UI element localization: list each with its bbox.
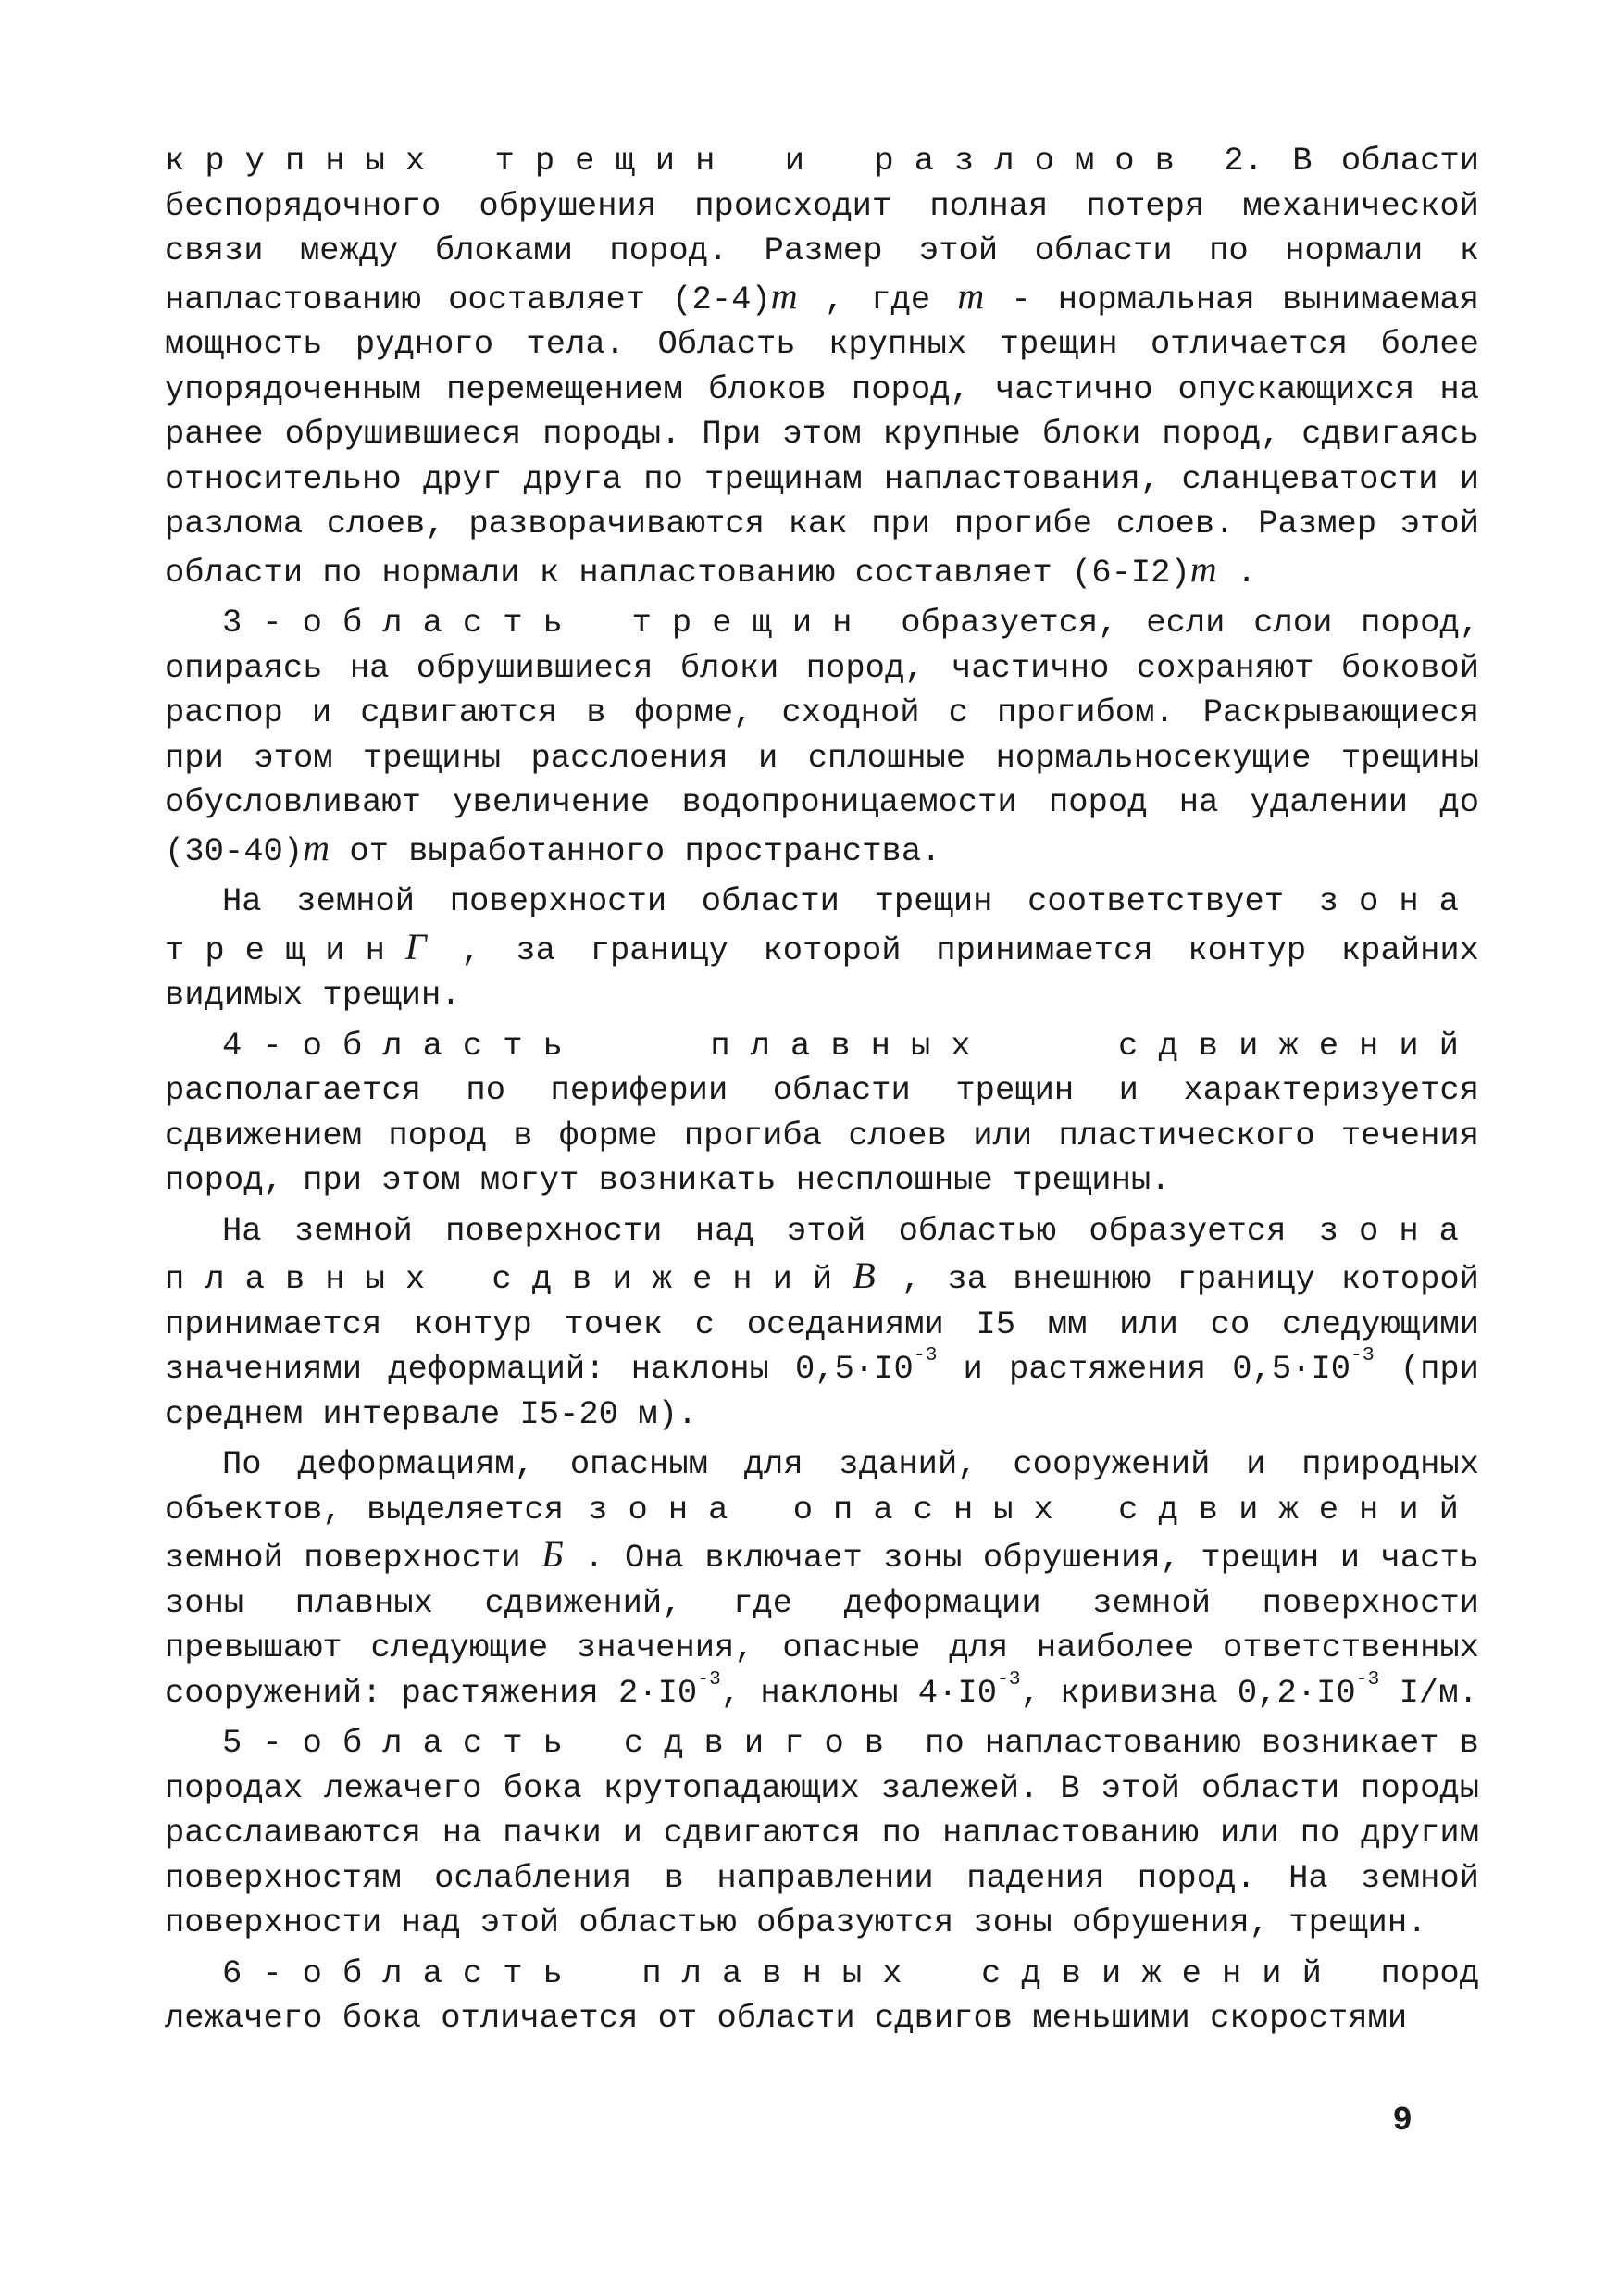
paragraph-text: , кривизна 0,2·I0	[1020, 1673, 1356, 1712]
paragraph-text: 2. В области беспорядочного обрушения происходит полная потеря механической связи между блоками пород. Размер этой области по нормали к напластованию ооставляет (2-4)	[165, 142, 1479, 318]
superscript: -3	[1355, 1667, 1380, 1691]
paragraph-text: земной поверхности	[165, 1539, 542, 1577]
spaced-term: крупных трещин и разломов	[165, 142, 1195, 180]
paragraph-text: - нормальная вынимаемая мощность рудного тела. Область крупных трещин отличается более упорядоченным перемещением блоков пород, частично опускающихся на ранее обрушившиеся породы. При этом крупные блоки пород, сдвигаясь относительно друг друга по трещинам напластования, сланцеватости и разлома слоев, разворачиваются как при прогибе слоев. Размер этой области по нормали к напластованию составляет (6-I2)	[165, 280, 1479, 592]
superscript: -3	[1350, 1343, 1375, 1366]
superscript: -3	[697, 1667, 721, 1691]
variable: Б	[541, 1533, 564, 1575]
variable: m	[770, 274, 798, 317]
variable: m	[957, 274, 985, 317]
paragraph-text: , за внешнюю границу которой принимается контур точек с оседаниями I5 мм или со следующими значениями деформаций: наклоны 0,5·I0	[165, 1260, 1479, 1388]
paragraph-text: , где	[797, 280, 958, 318]
paragraph-text: , за границу которой принимается контур крайних видимых трещин.	[165, 930, 1479, 1014]
paragraph-text: (при среднем интервале I5-20 м).	[165, 1350, 1479, 1433]
paragraph-5	[165, 1209, 1479, 1438]
paragraph-text: пород лежачего бока отличается от области сдвигов меньшими скоростями	[165, 1953, 1479, 2037]
paragraph-text: располагается по периферии области трещин и характеризуется сдвижением пород в форме прогиба слоев или пластического течения пород, при этом могут возникать несплошные трещины.	[165, 1071, 1479, 1199]
paragraph-8	[165, 1952, 1479, 2041]
superscript: -3	[913, 1343, 938, 1366]
spaced-term: 6-область плавных сдвижений	[222, 1953, 1342, 1992]
spaced-term: зона плавных сдвижений	[165, 1211, 1479, 1298]
variable: Г	[404, 925, 427, 967]
paragraph-text: от выработанного пространства.	[330, 831, 941, 870]
spaced-term: зона трещин	[165, 882, 1479, 969]
paragraph-1	[165, 139, 1479, 595]
spaced-term: 3-область трещин	[222, 604, 873, 642]
spaced-term: 4-область плавных сдвижений	[222, 1026, 1479, 1065]
variable: m	[303, 826, 330, 868]
paragraph-6	[165, 1442, 1479, 1716]
paragraph-text: по напластованию возникает в породах лежачего бока крутопадающих залежей. В этой области породы расслаиваются на пачки и сдвигаются по напластованию или по другим поверхностям ослабления в направлении падения пород. На земной поверхности над этой областью образуются зоны обрушения, трещин.	[165, 1724, 1479, 1941]
variable: m	[1189, 547, 1217, 590]
paragraph-text: .	[1216, 553, 1257, 592]
paragraph-text: . Она включает зоны обрушения, трещин и часть зоны плавных сдвижений, где деформации земной поверхности превышают следующие значения, опасные для наиболее ответственных сооружений: растяжения 2·I0	[165, 1539, 1479, 1712]
paragraph-text: На земной поверхности области трещин соответствует	[222, 882, 1319, 920]
variable: В	[853, 1254, 876, 1296]
paragraph-2	[165, 601, 1479, 874]
superscript: -3	[997, 1667, 1021, 1691]
paragraph-text: I/м.	[1379, 1673, 1478, 1712]
spaced-term: зона опасных сдвижений	[588, 1490, 1479, 1529]
paragraph-4	[165, 1024, 1479, 1204]
paragraph-3	[165, 880, 1479, 1018]
body-text	[165, 139, 1479, 2047]
paragraph-text: образуется, если слои пород, опираясь на обрушившиеся блоки пород, частично сохраняют боковой распор и сдвигаются в форме, сходной с прогибом. Раскрывающиеся при этом трещины расслоения и сплошные нормальносекущие трещины обусловливают увеличение водопроницаемости пород на удалении до (30-40)	[165, 604, 1479, 870]
paragraph-text: и растяжения 0,5·I0	[937, 1350, 1351, 1388]
page-number: 9	[1392, 2102, 1413, 2140]
paragraph-text: , наклоны 4·I0	[720, 1673, 998, 1712]
paragraph-text: По деформациям, опасным для зданий, сооружений и природных объектов, выделяется	[165, 1445, 1479, 1529]
spaced-term: 5-область сдвигов	[222, 1724, 905, 1762]
paragraph-text: На земной поверхности над этой областью образуется	[222, 1211, 1319, 1250]
paragraph-7	[165, 1721, 1479, 1946]
